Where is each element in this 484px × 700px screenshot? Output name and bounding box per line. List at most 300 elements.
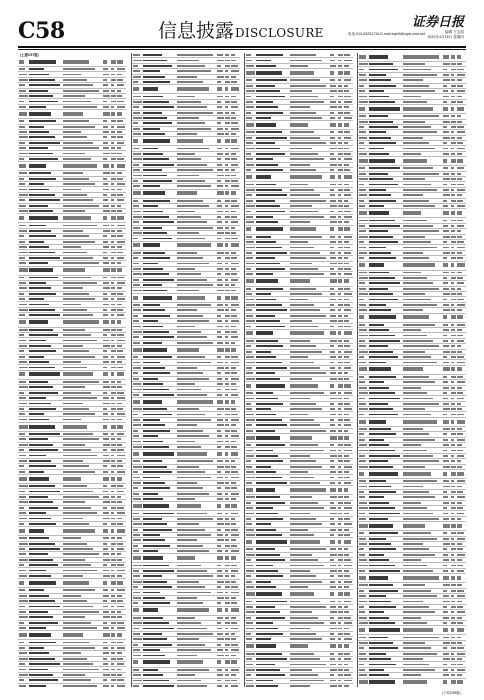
text-placeholder [246,101,253,103]
listing-cell [176,346,216,353]
text-placeholder [290,54,316,56]
text-placeholder [231,518,235,520]
listing-cell [255,287,289,291]
text-placeholder [143,389,169,391]
listing-cell [102,163,110,170]
text-placeholder [290,288,316,290]
text-placeholder [330,534,334,536]
text-placeholder [330,309,335,311]
text-placeholder [225,550,228,552]
listing-cell [289,585,329,589]
listing-cell [216,346,224,353]
text-placeholder [103,548,108,550]
listing-cell [28,610,62,614]
listing-row [132,450,240,459]
text-placeholder [177,101,201,103]
listing-cell [289,256,329,260]
listing-row [18,684,126,688]
text-placeholder [19,433,25,435]
listing-cell [28,302,62,306]
listing-cell [116,448,125,452]
text-placeholder [330,60,335,62]
text-placeholder [29,408,56,410]
listing-cell [230,621,239,625]
text-placeholder [290,592,314,596]
listing-cell [216,283,224,287]
listing-cell [116,250,125,254]
text-placeholder [256,263,280,265]
listing-cell [62,99,102,103]
text-placeholder [103,413,108,415]
listing-cell [230,439,239,443]
listing-cell [62,204,102,208]
text-placeholder [19,537,27,539]
listing-cell [176,127,216,131]
text-placeholder [290,205,312,207]
text-placeholder [330,414,336,416]
listing-cell [343,377,352,381]
text-placeholder [63,79,87,81]
listing-cell [176,668,216,672]
text-placeholder [133,279,139,281]
listing-cell [289,89,329,93]
text-placeholder [338,488,342,492]
text-placeholder [338,466,341,468]
listing-cell [230,58,239,62]
listing-rows [358,53,466,687]
listing-cell [102,516,110,520]
text-placeholder [344,570,349,572]
listing-cell [176,382,216,386]
listing-cell [329,355,337,359]
text-placeholder [217,87,222,91]
text-placeholder [111,345,115,347]
listing-cell [216,517,224,521]
listing-cell [132,486,142,490]
listing-cell [255,292,289,296]
listing-cell [255,226,289,233]
text-placeholder [344,71,350,75]
listing-cell [102,599,110,603]
text-placeholder [256,622,273,624]
listing-cell [62,261,102,265]
listing-cell [132,371,142,375]
listing-cell [142,86,176,93]
text-placeholder [19,518,27,520]
listing-cell [216,294,224,301]
listing-cell [176,684,216,687]
text-placeholder [256,680,273,682]
listing-cell [18,130,28,134]
text-placeholder [338,200,342,202]
text-placeholder [246,90,255,92]
listing-cell [255,539,289,546]
listing-cell [343,533,352,537]
listing-cell [116,673,125,677]
listing-cell [368,84,402,88]
text-placeholder [256,117,271,119]
text-placeholder [117,537,122,539]
text-placeholder [256,570,278,572]
listing-cell [132,132,142,136]
listing-cell [289,278,329,285]
listing-cell [28,267,62,274]
listing-cell [28,99,62,103]
text-placeholder [111,189,115,191]
text-placeholder [344,169,350,171]
text-placeholder [29,460,51,462]
listing-cell [102,250,110,254]
text-placeholder [133,674,141,676]
text-placeholder [103,262,109,264]
text-placeholder [177,76,197,78]
text-placeholder [217,252,224,254]
text-placeholder [338,299,342,301]
listing-cell [289,130,329,134]
listing-cell [176,294,216,301]
listing-cell [132,569,142,573]
text-placeholder [133,534,140,536]
text-placeholder [29,350,56,352]
text-placeholder [19,564,24,566]
listing-cell [116,552,125,556]
listing-cell [18,657,28,661]
text-placeholder [63,90,99,92]
listing-cell [28,130,62,134]
listing-cell [28,453,62,457]
listing-cell [18,684,28,687]
listing-cell [132,236,142,240]
text-placeholder [217,200,221,202]
listing-cell [245,188,255,192]
text-placeholder [103,386,110,388]
listing-cell [230,105,239,109]
text-placeholder [290,153,318,155]
listing-cell [456,73,465,77]
text-placeholder [290,90,312,92]
text-placeholder [344,153,351,155]
text-placeholder [256,96,285,98]
text-placeholder [133,315,138,317]
listing-cell [230,173,239,177]
listing-cell [116,223,125,227]
listing-cell [255,553,289,557]
text-placeholder [246,653,255,655]
text-placeholder [133,383,141,385]
listing-cell [116,344,125,348]
text-placeholder [177,424,197,426]
listing-cell [329,292,337,296]
text-placeholder [256,471,276,473]
listing-cell [255,673,289,677]
text-placeholder [111,112,115,116]
listing-cell [343,481,352,485]
listing-cell [142,360,176,364]
listing-cell [255,53,289,57]
listing-cell [255,78,289,82]
text-placeholder [369,69,398,71]
listing-cell [255,297,289,301]
listing-cell [216,86,224,93]
listing-cell [28,401,62,405]
listing-cell [142,319,176,323]
text-placeholder [344,408,352,410]
listing-cell [28,276,62,280]
text-placeholder [103,419,109,421]
text-placeholder [117,68,125,70]
listing-cell [62,292,102,296]
text-placeholder [344,90,349,92]
listing-cell [28,632,62,639]
text-placeholder [256,507,273,509]
listing-cell [245,533,255,537]
listing-cell [116,198,125,202]
text-placeholder [246,117,252,119]
text-placeholder [246,273,253,275]
listing-cell [329,371,337,375]
listing-cell [116,105,125,109]
listing-cell [255,605,289,609]
listing-cell [343,585,352,589]
listing-cell [343,599,352,603]
text-placeholder [231,674,236,676]
listing-cell [343,553,352,557]
text-placeholder [256,137,287,139]
text-placeholder [111,589,114,591]
listing-cell [329,585,337,589]
text-placeholder [133,356,138,358]
text-placeholder [344,112,350,114]
text-placeholder [231,216,237,218]
text-placeholder [63,575,83,577]
text-placeholder [177,211,195,213]
text-placeholder [19,189,27,191]
text-placeholder [256,496,280,498]
text-placeholder [290,548,326,550]
text-placeholder [344,227,350,231]
listing-cell [132,563,142,567]
listing-cell [255,319,289,323]
listing-cell [132,366,142,370]
listing-cell [102,536,110,540]
text-placeholder [256,356,276,358]
text-placeholder [133,460,140,462]
text-placeholder [231,400,235,404]
listing-cell [343,308,352,312]
text-placeholder [246,455,254,457]
text-placeholder [103,136,107,138]
text-placeholder [256,460,283,462]
listing-cell [216,439,224,443]
text-placeholder [344,148,349,150]
listing-cell [343,174,352,181]
listing-cell [216,341,224,345]
listing-cell [102,640,110,644]
listing-cell [245,599,255,603]
listing-cell [142,215,176,219]
text-placeholder [63,392,91,394]
listing-cell [245,684,255,687]
text-placeholder [133,87,139,91]
text-placeholder [63,112,83,116]
listing-cell [216,621,224,625]
listing-cell [176,481,216,485]
listing-cell [62,568,102,572]
listing-cell [289,287,329,291]
text-placeholder [143,649,160,651]
text-placeholder [225,112,229,114]
listing-cell [255,371,289,375]
listing-cell [62,412,102,416]
listing-cell [245,168,255,172]
listing-cell [62,333,102,337]
listing-cell [343,522,352,526]
text-placeholder [111,225,114,227]
listing-cell [176,445,216,449]
listing-cell [343,53,352,57]
listing-cell [18,610,28,614]
listing-cell [216,429,224,433]
listing-cell [62,371,102,378]
listing-cell [230,445,239,449]
text-placeholder [330,216,336,218]
text-placeholder [330,331,336,335]
listing-cell [176,308,216,312]
text-placeholder [256,669,280,671]
text-placeholder [330,85,336,87]
listing-cell [255,339,289,343]
text-placeholder [338,241,342,243]
listing-cell [142,324,176,328]
text-placeholder [63,142,93,144]
text-placeholder [103,425,107,429]
listing-cell [176,226,216,230]
listing-cell [116,130,125,134]
listing-cell [62,684,102,687]
listing-cell [142,459,176,463]
listing-cell [116,215,125,222]
text-placeholder [246,221,254,223]
text-placeholder [103,178,107,180]
listing-cell [18,177,28,181]
text-placeholder [19,106,26,108]
text-placeholder [133,164,139,166]
listing-cell [329,396,337,400]
text-placeholder [217,660,221,664]
text-placeholder [133,669,139,671]
text-placeholder [344,315,348,317]
text-placeholder [133,200,138,202]
text-placeholder [246,444,251,446]
text-placeholder [133,628,139,630]
text-placeholder [290,565,324,567]
text-placeholder [63,622,91,624]
text-placeholder [231,378,239,380]
text-placeholder [63,663,93,665]
listing-cell [142,616,176,620]
listing-cell [245,517,255,521]
text-placeholder [133,408,142,410]
text-placeholder [29,652,49,654]
text-placeholder [29,491,60,493]
text-placeholder [111,397,114,399]
listing-cell [132,533,142,537]
text-placeholder [177,216,201,218]
listing-cell [28,78,62,82]
text-placeholder [217,133,224,135]
text-placeholder [290,200,326,202]
text-placeholder [256,351,271,353]
text-placeholder [29,252,55,254]
text-placeholder [256,367,287,369]
text-placeholder [290,189,314,191]
listing-cell [255,528,289,532]
text-placeholder [177,471,205,473]
listing-cell [102,198,110,202]
text-placeholder [344,164,349,166]
text-placeholder [217,389,221,391]
text-placeholder [338,638,341,640]
text-placeholder [290,252,320,254]
text-placeholder [344,581,352,583]
listing-cell [176,75,216,79]
text-placeholder [19,112,27,116]
listing-cell [343,506,352,510]
text-placeholder [246,513,254,515]
listing-cell [343,152,352,156]
listing-cell [18,528,28,535]
text-placeholder [177,622,201,624]
listing-cell [116,511,125,515]
text-placeholder [19,600,28,602]
text-placeholder [344,586,349,588]
listing-cell [176,272,216,276]
listing-cell [18,119,28,123]
text-placeholder [63,553,99,555]
listing-cell [102,594,110,598]
text-placeholder [29,581,56,585]
listing-cell [116,580,125,587]
listing-cell [132,399,142,406]
listing-cell [62,146,102,150]
text-placeholder [143,81,170,83]
listing-cell [102,528,110,535]
text-placeholder [225,128,228,130]
listing-cell [289,209,329,213]
listing-cell [255,130,289,134]
listing-cell [343,539,352,546]
listing-cell [176,215,216,219]
text-placeholder [246,622,253,624]
text-placeholder [246,378,255,380]
text-placeholder [330,592,334,596]
listing-cell [102,229,110,233]
listing-cell [142,105,176,109]
text-placeholder [290,236,322,238]
listing-row [18,267,126,276]
listing-cell [142,387,176,391]
text-placeholder [256,611,280,613]
listing-row [18,527,126,536]
listing-cell [289,481,329,485]
listing-cell [18,319,28,326]
text-placeholder [19,241,25,243]
listing-cell [62,476,102,483]
listing-cell [329,621,337,625]
listing-cell [102,281,110,285]
text-placeholder [225,378,228,380]
text-placeholder [246,216,253,218]
